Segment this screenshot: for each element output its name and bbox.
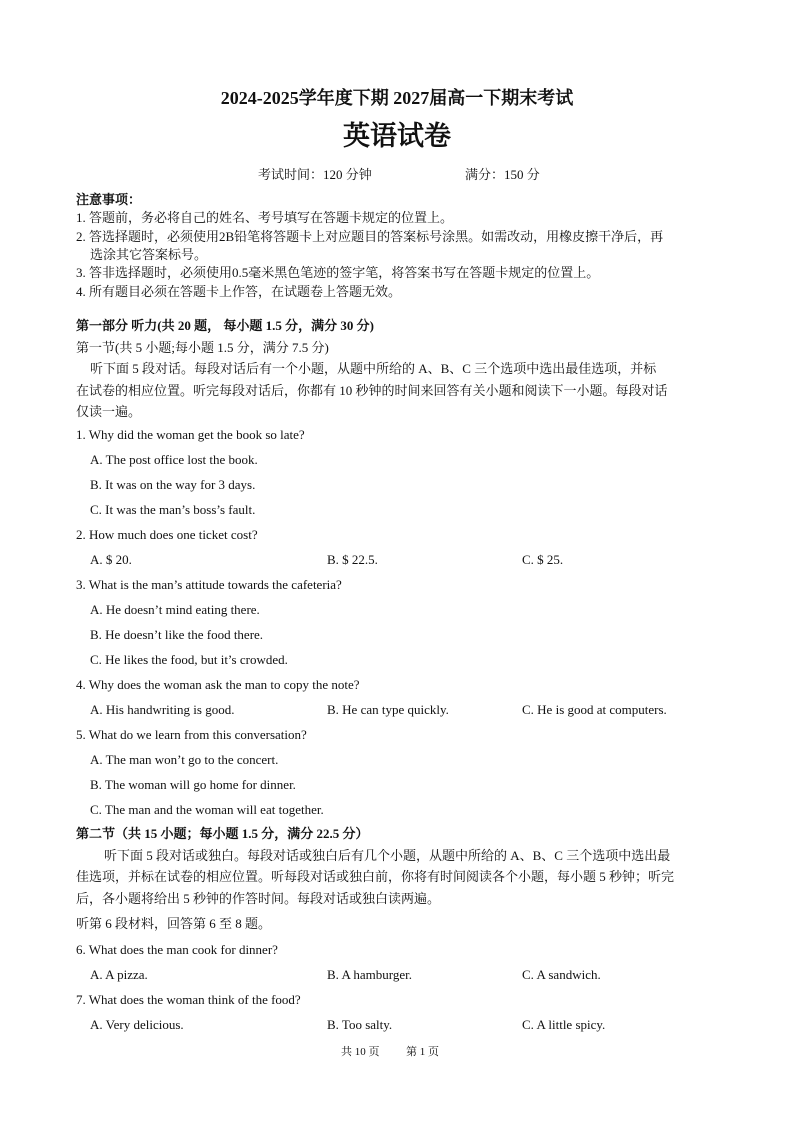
answer-option: A. His handwriting is good.: [90, 702, 235, 717]
question-text: 7. What does the woman think of the food?: [76, 992, 301, 1007]
notice-item: 2. 答选择题时，必须使用2B铅笔将答题卡上对应题目的答案标号涂黑。如需改动，用橡皮擦干净后，再: [76, 229, 664, 244]
notice-heading: 注意事项：: [76, 192, 142, 207]
question-text: 1. Why did the woman get the book so late?: [76, 427, 305, 442]
score-info: 满分：150 分: [465, 167, 540, 182]
question-text: 5. What do we learn from this conversation?: [76, 727, 307, 742]
time-info: 考试时间：120 分钟: [258, 167, 372, 182]
answer-option: C. He is good at computers.: [522, 702, 667, 717]
answer-option: A. The post office lost the book.: [90, 452, 258, 467]
answer-option: B. He can type quickly.: [327, 702, 449, 717]
question-text: 4. Why does the woman ask the man to copy the note?: [76, 677, 360, 692]
answer-option: A. $ 20.: [90, 552, 132, 567]
part1-heading: 第一部分 听力(共 20 题， 每小题 1.5 分，满分 30 分): [76, 318, 374, 333]
question-text: 6. What does the man cook for dinner?: [76, 942, 278, 957]
notice-item: 4. 所有题目必须在答题卡上作答，在试题卷上答题无效。: [76, 284, 402, 299]
subject-title: 英语试卷: [343, 121, 451, 152]
footer-total-pages: 共 10 页: [341, 1046, 380, 1058]
answer-option: B. It was on the way for 3 days.: [90, 477, 256, 492]
answer-option: B. A hamburger.: [327, 967, 412, 982]
material-note: 听第 6 段材料，回答第 6 至 8 题。: [76, 916, 272, 931]
answer-option: B. He doesn’t like the food there.: [90, 627, 264, 642]
section1-heading: 第一节(共 5 小题;每小题 1.5 分，满分 7.5 分): [76, 340, 329, 355]
section2-instructions: 佳选项，并标在试卷的相应位置。听每段对话或独白前，你将有时间阅读各个小题，每小题 5 秒钟；听完: [76, 869, 675, 884]
answer-option: A. He doesn’t mind eating there.: [90, 602, 260, 617]
answer-option: B. The woman will go home for dinner.: [90, 777, 296, 792]
section1-instructions: 听下面 5 段对话。每段对话后有一个小题，从题中所给的 A、B、C 三个选项中选出最佳选项，并标: [90, 361, 657, 376]
section1-instructions: 在试卷的相应位置。听完每段对话后，你都有 10 秒钟的时间来回答有关小题和阅读下一小题。每段对话: [76, 383, 668, 398]
notice-item: 3. 答非选择题时，必须使用0.5毫米黑色笔迹的签字笔，将答案书写在答题卡规定的位置上。: [76, 265, 600, 280]
answer-option: A. The man won’t go to the concert.: [90, 752, 279, 767]
notice-item: 选涂其它答案标号。: [90, 247, 208, 262]
exam-title: 2024-2025学年度下期 2027届高一下期末考试: [220, 88, 574, 108]
section2-instructions: 听下面 5 段对话或独白。每段对话或独白后有几个小题，从题中所给的 A、B、C 三个选项中选出最: [104, 848, 671, 863]
answer-option: C. A sandwich.: [522, 967, 601, 982]
answer-option: C. A little spicy.: [522, 1017, 606, 1032]
answer-option: C. He likes the food, but it’s crowded.: [90, 652, 288, 667]
question-text: 2. How much does one ticket cost?: [76, 527, 258, 542]
notice-item: 1. 答题前，务必将自己的姓名、考号填写在答题卡规定的位置上。: [76, 210, 454, 225]
section2-heading: 第二节（共 15 小题；每小题 1.5 分，满分 22.5 分）: [76, 826, 369, 841]
answer-option: A. A pizza.: [90, 967, 148, 982]
answer-option: C. The man and the woman will eat together.: [90, 802, 324, 817]
answer-option: B. $ 22.5.: [327, 552, 378, 567]
answer-option: C. $ 25.: [522, 552, 564, 567]
section1-instructions: 仅读一遍。: [76, 404, 142, 419]
question-text: 3. What is the man’s attitude towards the cafeteria?: [76, 577, 342, 592]
answer-option: B. Too salty.: [327, 1017, 393, 1032]
footer-current-page: 第 1 页: [406, 1046, 439, 1058]
answer-option: C. It was the man’s boss’s fault.: [90, 502, 256, 517]
section2-instructions: 后，各小题将给出 5 秒钟的作答时间。每段对话或独白读两遍。: [76, 891, 441, 906]
answer-option: A. Very delicious.: [90, 1017, 184, 1032]
